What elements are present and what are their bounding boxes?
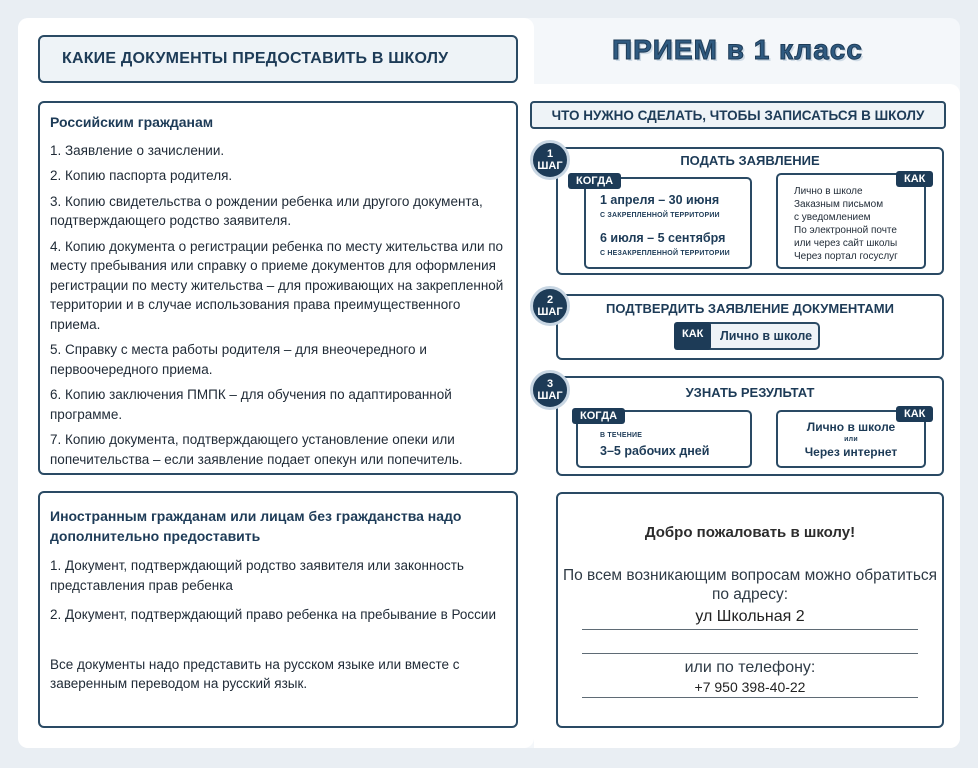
when-value: 3–5 рабочих дней [600,444,710,458]
period-1-note: С ЗАКРЕПЛЕННОЙ ТЕРРИТОРИИ [600,212,720,219]
how-line: Лично в школе [794,186,863,197]
step-word: ШАГ [537,160,563,172]
list-item: 6. Копию заключения ПМПК – для обучения по адаптированной программе. [50,387,452,422]
how-tag: КАК [896,171,933,187]
list-item: 2. Копию паспорта родителя. [50,168,233,183]
list-item: 1. Заявление о зачислении. [50,142,225,158]
when-tag: КОГДА [572,408,625,424]
step-1-when-box [584,177,752,269]
welcome-box [556,492,944,728]
foreign-heading: Иностранным гражданам или лицам без гражданства надо дополнительно предоставить [50,508,462,544]
how-line: или через сайт школы [794,238,898,249]
step-1-box [556,147,944,275]
documents-title-box [38,35,518,83]
list-item: 2. Документ, подтверждающий право ребенка на пребывание в России [50,607,497,622]
how-tag: КАК [896,406,933,422]
list-item: 1. Документ, подтверждающий родство заявителя или законность представления прав ребенка [50,558,464,593]
step-number: 2 [546,294,554,306]
foreign-citizens-section [38,491,518,728]
how-tag: КАК [674,322,711,350]
how-line: По электронной почте [794,225,897,236]
period-2-note: С НЕЗАКРЕПЛЕННОЙ ТЕРРИТОРИИ [600,250,730,257]
step-1-badge [530,140,570,180]
how-lines [794,185,898,263]
steps-header: ЧТО НУЖНО СДЕЛАТЬ, ЧТОБЫ ЗАПИСАТЬСЯ В ШКОЛУ [551,107,925,123]
welcome-title: Добро пожаловать в школу! [644,524,856,541]
list-item: 4. Копию документа о регистрации ребенка по месту жительства или по месту пребывания или справку о приеме документов для оформления регистрации по месту жительства – для проживающих на закрепленной территории и в случае использования права преимущественного приема. [50,238,504,332]
documents-title: КАКИЕ ДОКУМЕНТЫ ПРЕДОСТАВИТЬ В ШКОЛУ [62,50,449,67]
step-3-title: УЗНАТЬ РЕЗУЛЬТАТ [685,385,815,400]
or-phone-text: или по телефону: [684,659,816,676]
languages-note: Все документы надо представить на русском языке или вместе с заверенным переводом на русский язык. [50,656,460,691]
list-item: 3. Копию свидетельства о рождении ребенка или другого документа, подтверждающего родство заявителя. [50,193,483,228]
how-line: Через портал госуслуг [794,251,898,262]
how-or: или [844,436,858,443]
list-item: 7. Копию документа, подтверждающего установление опеки или попечительства – если заявление подает опекун или попечитель. [50,432,463,467]
welcome-text: По всем возникающим вопросам можно обратиться по адресу: [562,567,938,603]
step-3-badge [530,370,570,410]
address-underline [582,629,918,630]
phone-underline [582,697,918,698]
step-2-badge [530,286,570,326]
step-2-box [556,294,944,360]
how-value: Лично в школе [720,329,813,343]
how-line-2: Через интернет [804,445,898,459]
how-line: Заказным письмом [794,199,884,210]
step-1-how-box [776,173,926,269]
when-tag: КОГДА [568,173,621,189]
period-2: 6 июля – 5 сентября [600,231,726,245]
period-1: 1 апреля – 30 июня [600,193,720,207]
step-word: ШАГ [537,390,563,402]
step-number: 1 [546,148,554,160]
steps-header-box [530,101,946,129]
phone-number: +7 950 398-40-22 [694,679,806,695]
step-number: 3 [546,378,554,390]
step-1-title: ПОДАТЬ ЗАЯВЛЕНИЕ [680,153,820,168]
when-small: В ТЕЧЕНИЕ [600,432,643,439]
step-2-title: ПОДТВЕРДИТЬ ЗАЯВЛЕНИЕ ДОКУМЕНТАМИ [606,301,894,316]
how-line-1: Лично в школе [806,420,896,434]
russian-heading: Российским гражданам [50,114,214,130]
russian-citizens-section [38,101,518,475]
address: ул Школьная 2 [695,608,805,625]
main-title: ПРИЕМ в 1 класс [612,34,863,65]
step-word: ШАГ [537,306,563,318]
list-item: 5. Справку с места работы родителя – для внеочередного и первоочередного приема. [50,342,427,377]
how-line: с уведомлением [794,212,871,223]
blank-line [582,653,918,654]
step-3-box [556,376,944,476]
